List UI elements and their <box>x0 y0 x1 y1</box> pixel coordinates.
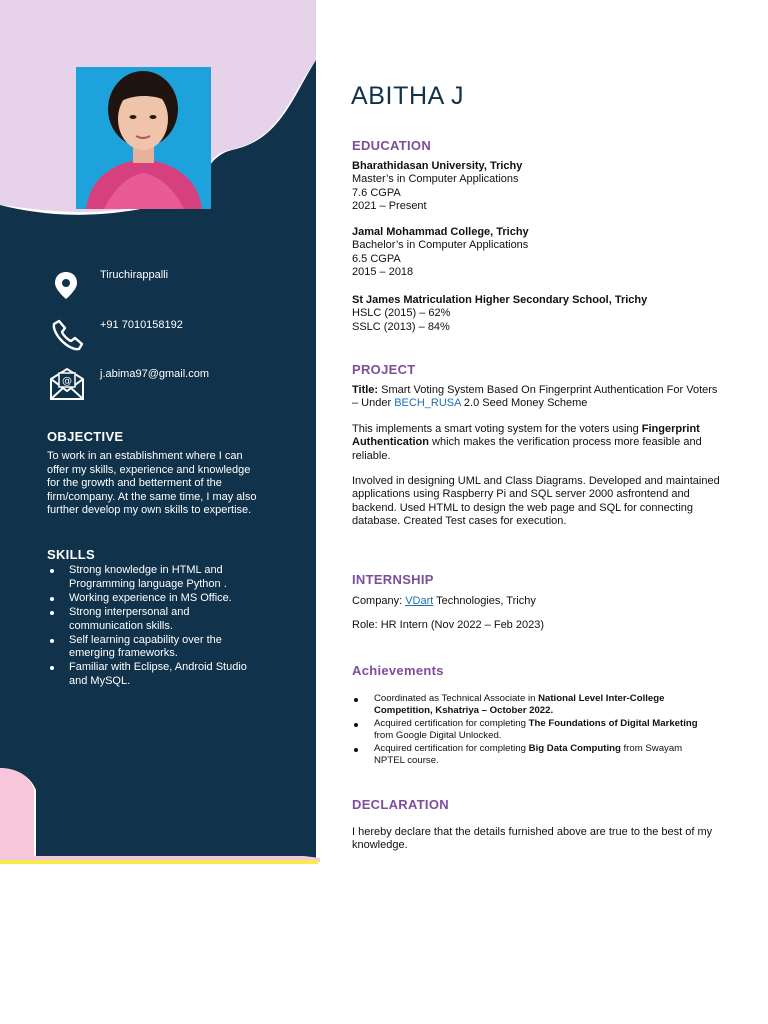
person-name: ABITHA J <box>351 82 465 110</box>
education-entry <box>352 226 732 280</box>
internship-heading: INTERNSHIP <box>352 572 434 587</box>
project-title <box>352 384 722 411</box>
internship-role <box>352 619 732 632</box>
education-entry <box>352 160 732 214</box>
project-description-1 <box>352 423 722 463</box>
achievements-heading: Achievements <box>352 663 444 678</box>
project-desc2-text: Involved in designing UML and Class Diagrams. Developed and maintained applications using Raspberry Pi and SQL server 2000 asfrontend and backend. Used HTML to design the web page and SQL for connecting database. Created Test cases for execution. <box>352 475 720 528</box>
declaration-text: I hereby declare that the details furnished above are true to the best of my knowledge. <box>352 826 713 852</box>
location-text: Tiruchirappalli <box>100 269 169 281</box>
skill-item: Strong interpersonal and communication skills. <box>47 606 262 634</box>
vdart-link[interactable]: VDart <box>405 595 434 607</box>
skill-item: Familiar with Eclipse, Android Studio and MySQL. <box>47 661 262 689</box>
company-label: Company: <box>352 595 406 607</box>
project-title-suffix: 2.0 Seed Money Scheme <box>460 397 588 410</box>
project-title-label: Title: <box>352 384 379 396</box>
skills-list <box>47 564 262 689</box>
achievement-text: Coordinated as Technical Associate in <box>374 693 539 704</box>
achievements-list <box>352 693 707 767</box>
education-institution: Bharathidasan University, Trichy <box>352 160 523 172</box>
phone-icon <box>48 316 86 354</box>
achievement-text: from Google Digital Unlocked. <box>374 730 502 742</box>
skill-item: Self learning capability over the emerging frameworks. <box>47 634 262 662</box>
objective-heading: OBJECTIVE <box>47 429 124 444</box>
project-title-text: Smart Voting System Based On Fingerprint Authentication For Voters – Under <box>352 384 718 410</box>
contact-email <box>48 365 308 405</box>
achievement-text: Acquired certification for completing <box>374 717 529 729</box>
education-institution: Jamal Mohammad College, Trichy <box>352 226 529 238</box>
achievement-item <box>352 743 707 768</box>
education-institution: St James Matriculation Higher Secondary School, Trichy <box>352 294 648 306</box>
skills-section <box>47 547 262 689</box>
skill-item: Working experience in MS Office. <box>47 592 262 606</box>
education-degree: HSLC (2015) – 62% <box>352 307 451 320</box>
objective-section <box>47 429 262 518</box>
education-period: 2021 – Present <box>352 200 427 213</box>
project-desc-bold: Fingerprint Authentication <box>352 423 700 449</box>
achievements-section <box>352 693 707 767</box>
internship-company <box>352 595 732 608</box>
skill-item: Strong knowledge in HTML and Programming language Python . <box>47 564 262 592</box>
internship-role-text: Role: HR Intern (Nov 2022 – Feb 2023) <box>352 619 544 631</box>
objective-text: To work in an establishment where I can offer my skills, experience and knowledge for the growth and betterment of the firm/company. At the same time, I may also further develop my own skills to expertise. <box>47 450 257 517</box>
education-score: SSLC (2013) – 84% <box>352 320 450 333</box>
achievement-bold: Big Data Computing <box>528 742 621 754</box>
achievement-text: from Swayam NPTEL course. <box>374 742 683 767</box>
project-desc-text: which makes the verification process more feasible and reliable. <box>352 436 702 462</box>
education-degree: Master’s in Computer Applications <box>352 173 519 186</box>
education-heading: EDUCATION <box>352 138 432 153</box>
declaration-heading: DECLARATION <box>352 797 449 812</box>
declaration-section <box>352 826 722 853</box>
email-icon <box>48 365 86 403</box>
education-entry <box>352 294 732 334</box>
phone-link[interactable]: +91 7010158192 <box>100 319 183 331</box>
location-pin-icon <box>48 266 86 304</box>
yellow-line <box>0 860 318 864</box>
contact-location <box>48 266 308 306</box>
education-period: 2015 – 2018 <box>352 266 414 279</box>
achievement-item <box>352 718 707 743</box>
project-heading: PROJECT <box>352 362 416 377</box>
project-desc-text: This implements a smart voting system for the voters using <box>352 423 642 435</box>
achievement-bold: The Foundations of Digital Marketing <box>528 717 698 729</box>
achievement-bold: National Level Inter-College Competition, Kshatriya – October 2022. <box>374 693 665 717</box>
profile-photo <box>76 67 211 209</box>
achievement-item <box>352 693 707 718</box>
svg-text:@: @ <box>62 376 72 387</box>
contact-phone <box>48 316 308 356</box>
achievement-text: Acquired certification for completing <box>374 742 529 754</box>
project-description-2 <box>352 475 724 529</box>
skills-heading: SKILLS <box>47 547 96 562</box>
company-rest: Technologies, Trichy <box>433 595 536 607</box>
email-link[interactable]: j.abima97@gmail.com <box>100 368 209 380</box>
education-degree: Bachelor’s in Computer Applications <box>352 239 529 252</box>
education-score: 7.6 CGPA <box>352 186 401 199</box>
education-score: 6.5 CGPA <box>352 252 401 265</box>
bech-rusa-link[interactable]: BECH_RUSA <box>394 397 461 410</box>
